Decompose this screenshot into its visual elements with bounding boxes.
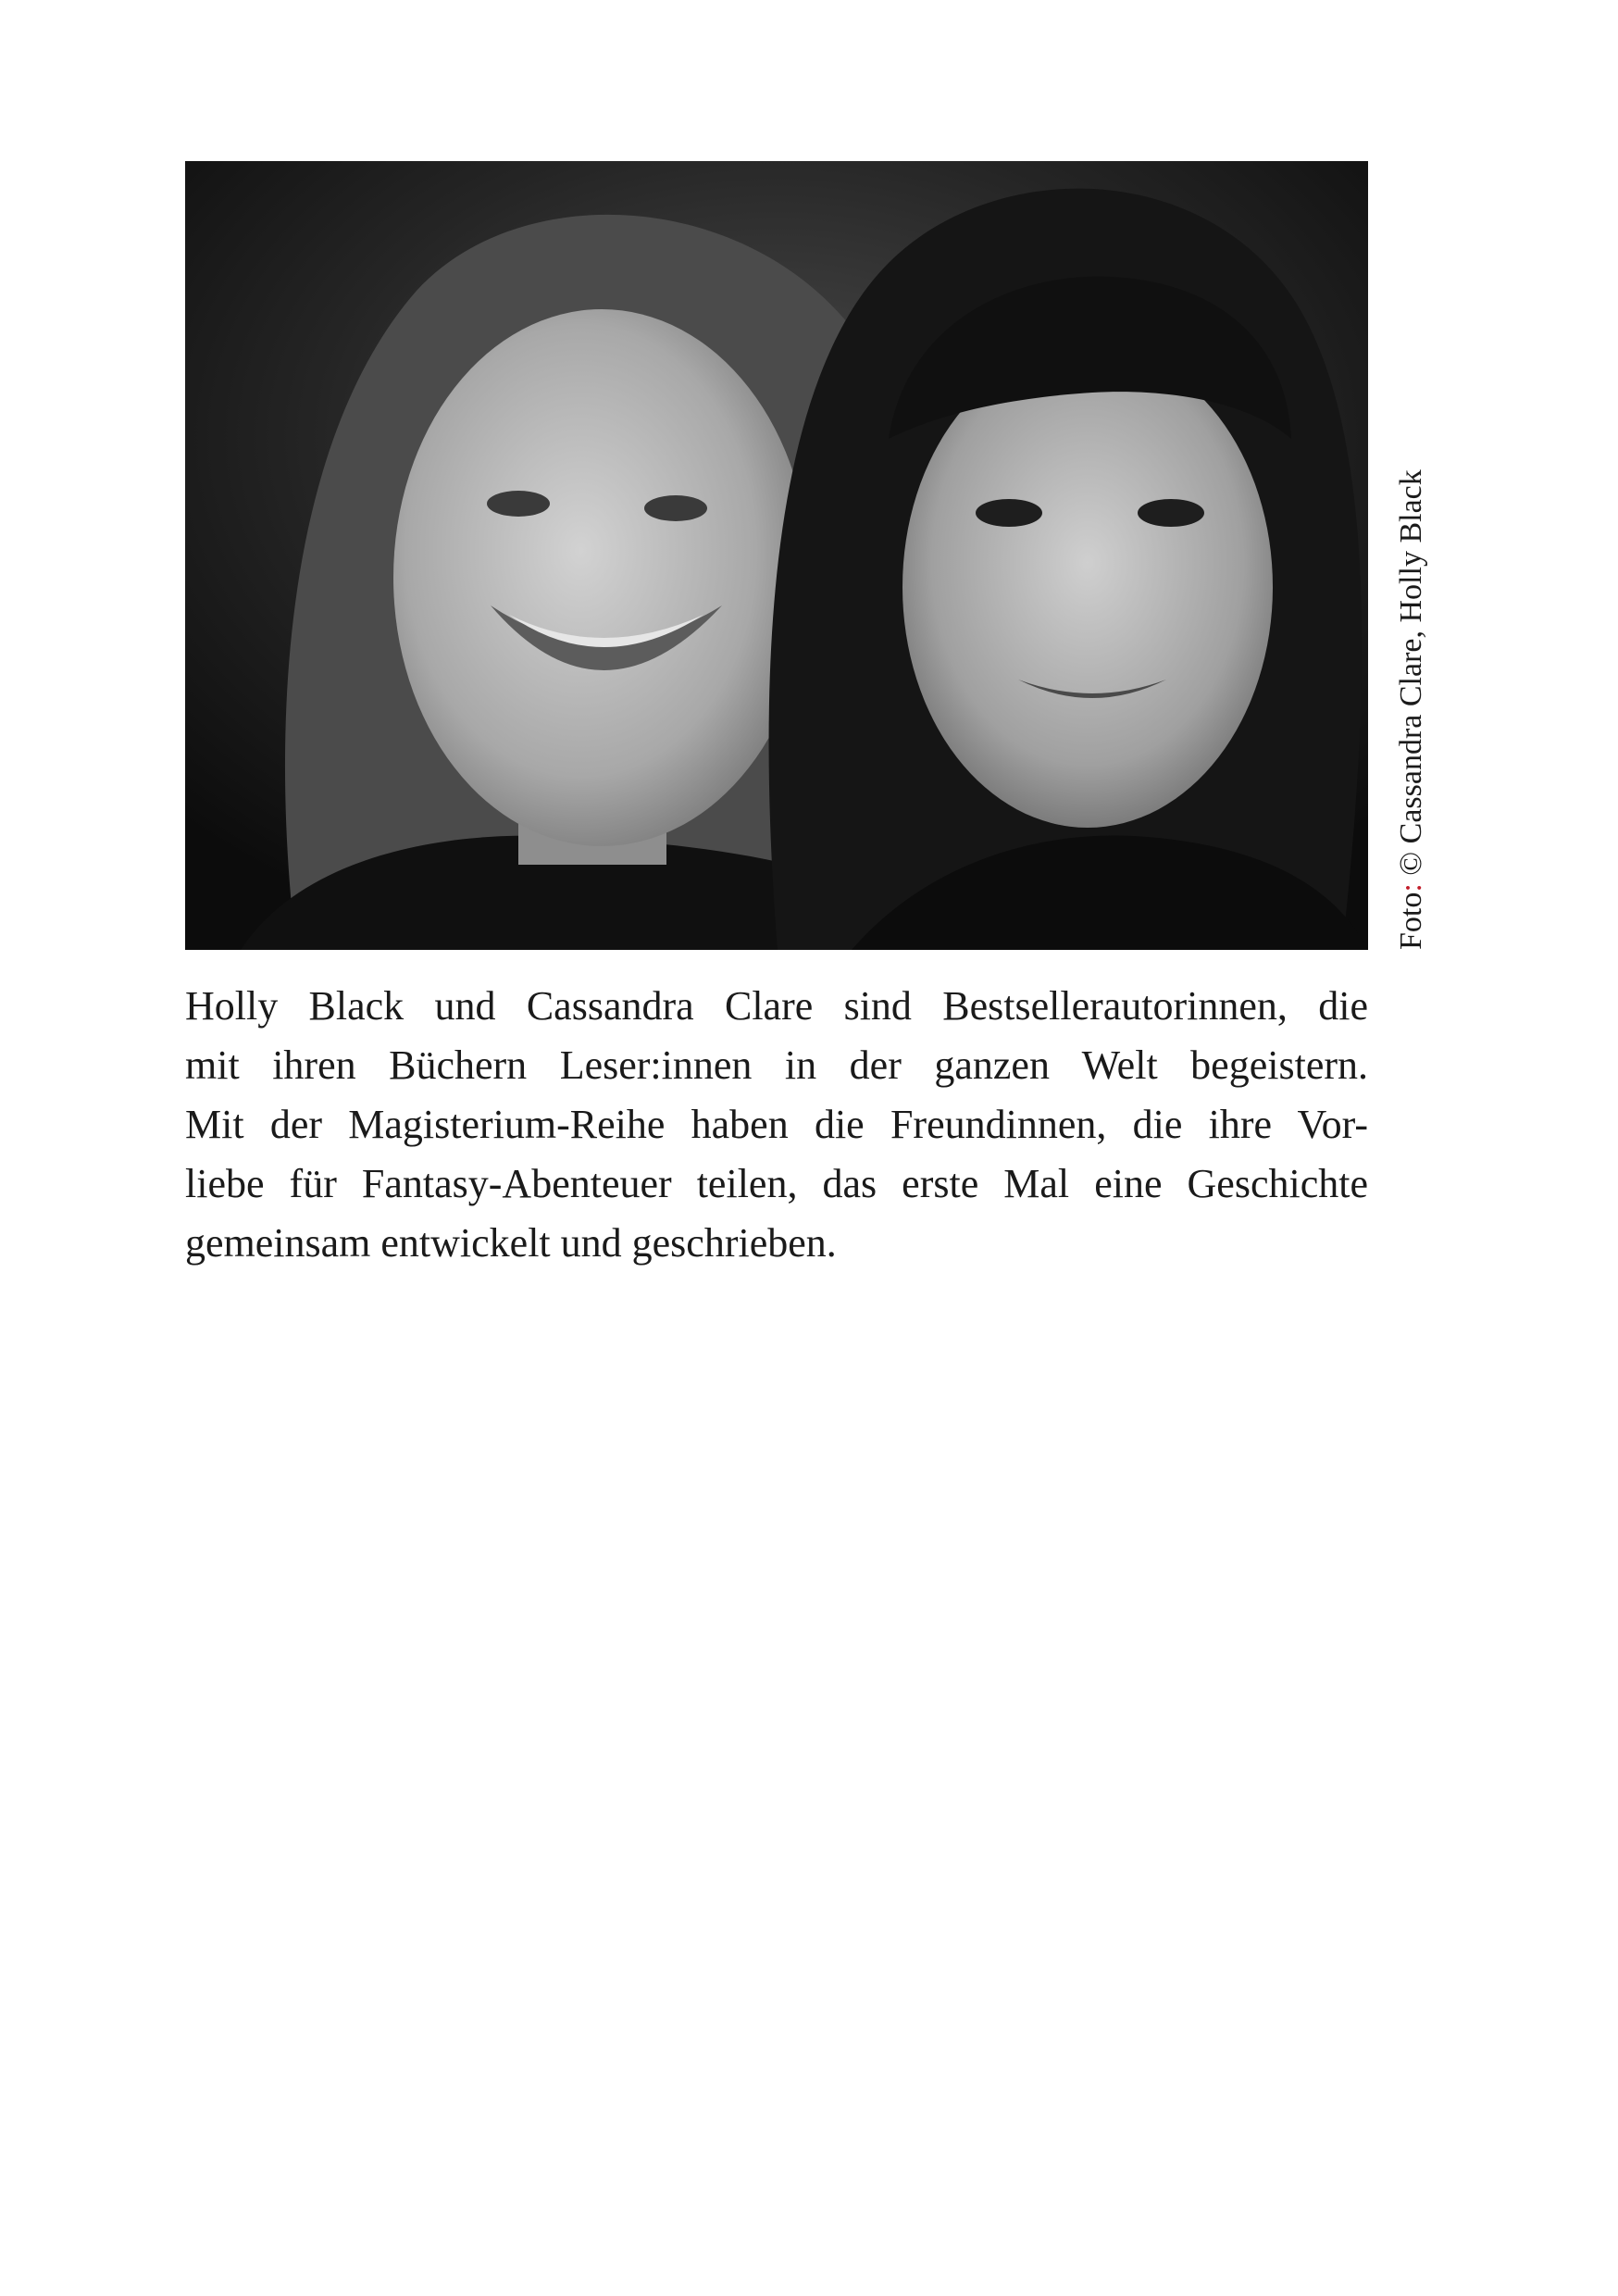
author-bio-line: Holly Black und Cassandra Clare sind Bestsellerautorinnen, die	[185, 983, 1368, 1029]
right-person-eye-right	[1138, 499, 1204, 527]
author-bio-line: gemeinsam entwickelt und geschrieben.	[185, 1220, 837, 1266]
author-bio-line: liebe für Fantasy-Abenteuer teilen, das erste Mal eine Geschichte	[185, 1161, 1368, 1206]
photo-credit	[1396, 469, 1427, 950]
photo-credit-text: © Cassandra Clare, Holly Black	[1394, 469, 1428, 884]
author-bio	[185, 977, 1368, 1273]
photo-credit-prefix: Foto	[1394, 892, 1428, 950]
author-photo	[185, 161, 1368, 950]
right-person-eye-left	[976, 499, 1042, 527]
right-person-face	[902, 346, 1273, 828]
left-person-eye-left	[487, 491, 550, 517]
author-portrait-photo-icon	[185, 161, 1368, 950]
left-person-eye-right	[644, 495, 707, 521]
photo-credit-separator: :	[1394, 883, 1428, 892]
author-bio-line: mit ihren Büchern Leser:innen in der ganzen Welt begeistern.	[185, 1042, 1368, 1088]
left-person-face	[393, 309, 810, 846]
author-bio-line: Mit der Magisterium-Reihe haben die Freundinnen, die ihre Vor-	[185, 1102, 1368, 1147]
